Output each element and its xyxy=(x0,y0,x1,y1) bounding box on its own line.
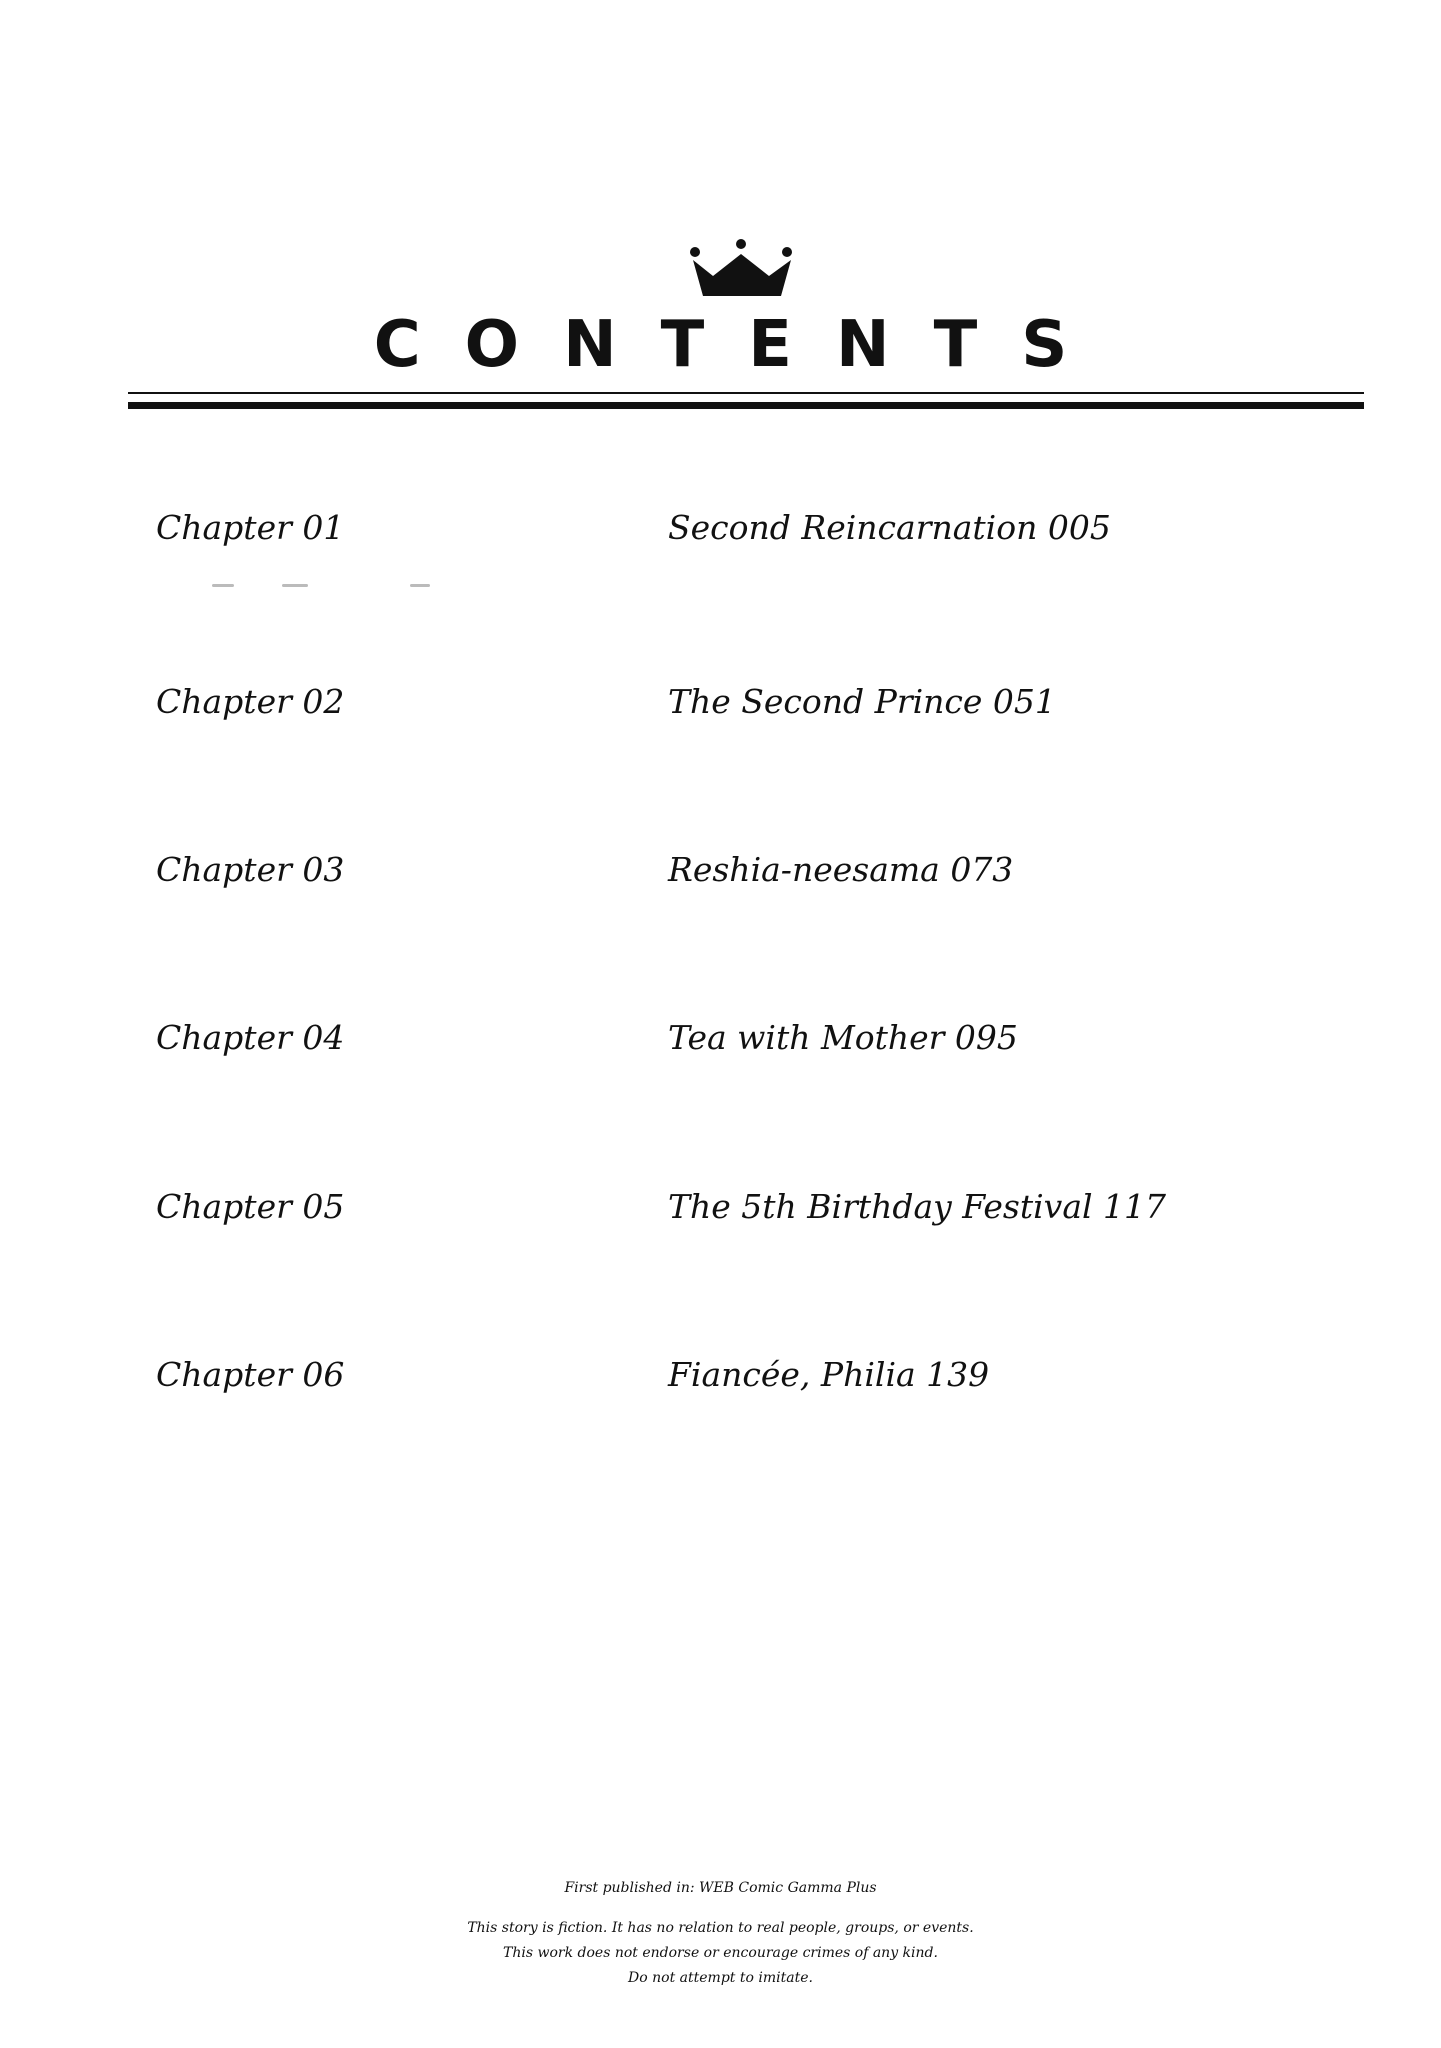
toc-entry xyxy=(0,840,1441,900)
chapter-number: Chapter 06 xyxy=(156,1355,345,1394)
publication-note: First published in: WEB Comic Gamma Plus xyxy=(564,1880,877,1896)
print-smudge xyxy=(410,584,430,587)
chapter-number: Chapter 03 xyxy=(156,850,345,889)
chapter-number: Chapter 05 xyxy=(156,1187,345,1226)
toc-entry xyxy=(0,1177,1441,1237)
crown-icon xyxy=(687,238,797,308)
print-smudge xyxy=(212,584,234,587)
toc-entry xyxy=(0,1008,1441,1068)
print-smudge xyxy=(282,584,308,587)
disclaimer-line: Do not attempt to imitate. xyxy=(628,1970,813,1986)
toc-entry xyxy=(0,672,1441,732)
chapter-number: Chapter 04 xyxy=(156,1018,345,1057)
chapter-number: Chapter 01 xyxy=(156,508,345,547)
toc-entry xyxy=(0,498,1441,558)
chapter-title: Reshia-neesama 073 xyxy=(668,850,1014,889)
title-rule-thick xyxy=(128,402,1364,409)
chapter-title: Fiancée, Philia 139 xyxy=(668,1355,990,1394)
chapter-title: Tea with Mother 095 xyxy=(668,1018,1018,1057)
chapter-title: The Second Prince 051 xyxy=(668,682,1056,721)
chapter-title: Second Reincarnation 005 xyxy=(668,508,1111,547)
disclaimer-line: This story is fiction. It has no relation to real people, groups, or events. xyxy=(467,1920,974,1936)
toc-entry xyxy=(0,1345,1441,1405)
chapter-number: Chapter 02 xyxy=(156,682,345,721)
disclaimer-line: This work does not endorse or encourage crimes of any kind. xyxy=(503,1945,938,1961)
title-rule-thin xyxy=(128,392,1364,394)
page-title: CONTENTS xyxy=(373,308,1112,382)
chapter-title: The 5th Birthday Festival 117 xyxy=(668,1187,1167,1226)
